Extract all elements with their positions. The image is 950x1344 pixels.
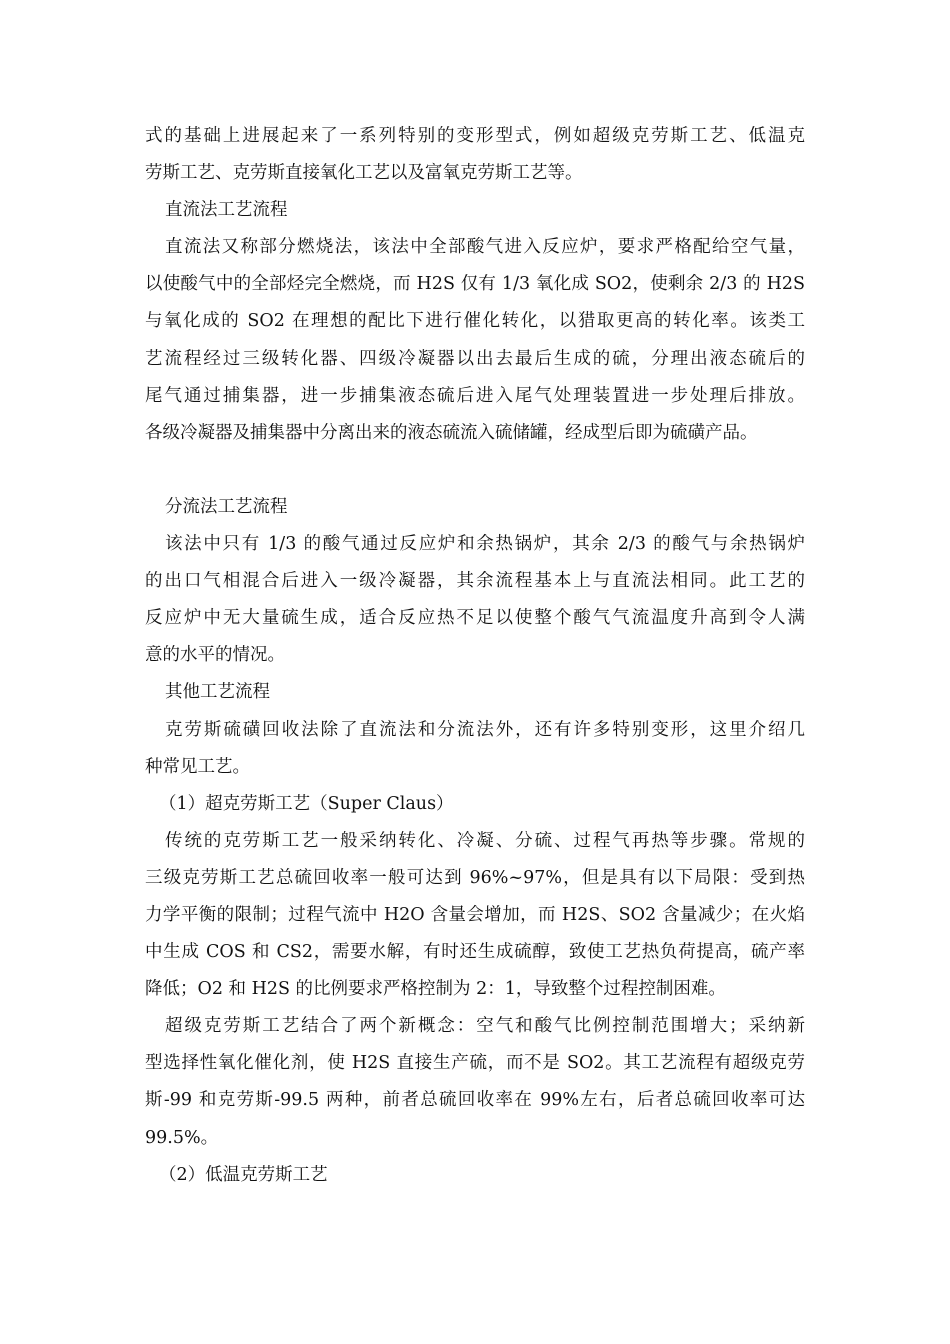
section-heading: 直流法工艺流程 xyxy=(165,200,288,221)
text-line: 中生成 COS 和 CS2，需要水解，有时还生成硫醇，致使工艺热负荷提高，硫产率 xyxy=(145,942,805,963)
text-line: 直流法又称部分燃烧法，该法中全部酸气进入反应炉，要求严格配给空气量， xyxy=(165,237,805,258)
blank-line xyxy=(145,452,805,489)
text-line: 力学平衡的限制；过程气流中 H2O 含量会增加，而 H2S、SO2 含量减少；在火焰 xyxy=(145,904,805,925)
text-line: 传统的克劳斯工艺一般采纳转化、冷凝、分硫、过程气再热等步骤。常规的 xyxy=(165,830,805,851)
text-line: 三级克劳斯工艺总硫回收率一般可达到 96%~97%，但是具有以下局限：受到热 xyxy=(145,867,805,888)
text-line: 超级克劳斯工艺结合了两个新概念：空气和酸气比例控制范围增大；采纳新 xyxy=(165,1016,805,1037)
text-line: 99.5%。 xyxy=(145,1127,219,1148)
text-line: 降低；O2 和 H2S 的比例要求严格控制为 2：1，导致整个过程控制困难。 xyxy=(145,979,726,1000)
text-line: 斯-99 和克劳斯-99.5 两种，前者总硫回收率在 99%左右，后者总硫回收率可达 xyxy=(145,1090,805,1111)
list-item-heading: （1）超克劳斯工艺（Super Claus） xyxy=(159,793,454,814)
text-line: 以使酸气中的全部烃完全燃烧，而 H2S 仅有 1/3 氧化成 SO2，使剩余 2/3 的 H2S xyxy=(145,274,805,295)
text-line: 该法中只有 1/3 的酸气通过反应炉和余热锅炉，其余 2/3 的酸气与余热锅炉 xyxy=(165,534,805,555)
text-line: 型选择性氧化催化剂，使 H2S 直接生产硫，而不是 SO2。其工艺流程有超级克劳 xyxy=(145,1053,805,1074)
text-line: 与氧化成的 SO2 在理想的配比下进行催化转化，以猎取更高的转化率。该类工 xyxy=(145,311,805,332)
text-line: 尾气通过捕集器，进一步捕集液态硫后进入尾气处理装置进一步处理后排放。 xyxy=(145,385,805,406)
text-line: 劳斯工艺、克劳斯直接氧化工艺以及富氧克劳斯工艺等。 xyxy=(145,163,583,184)
text-line: 反应炉中无大量硫生成，适合反应热不足以使整个酸气气流温度升高到令人满 xyxy=(145,608,805,629)
section-heading: 其他工艺流程 xyxy=(165,682,270,703)
text-line: 意的水平的情况。 xyxy=(145,645,285,666)
list-item-heading: （2）低温克劳斯工艺 xyxy=(159,1164,328,1185)
text-line: 的出口气相混合后进入一级冷凝器，其余流程基本上与直流法相同。此工艺的 xyxy=(145,571,805,592)
section-heading: 分流法工艺流程 xyxy=(165,496,288,517)
text-line: 克劳斯硫磺回收法除了直流法和分流法外，还有许多特别变形，这里介绍几 xyxy=(165,719,805,740)
text-line: 各级冷凝器及捕集器中分离出来的液态硫流入硫储罐，经成型后即为硫磺产品。 xyxy=(145,422,758,443)
text-line: 艺流程经过三级转化器、四级冷凝器以出去最后生成的硫，分理出液态硫后的 xyxy=(145,348,805,369)
text-line: 种常见工艺。 xyxy=(145,756,250,777)
document-body xyxy=(145,118,805,1194)
text-line: 式的基础上进展起来了一系列特别的变形型式，例如超级克劳斯工艺、低温克 xyxy=(145,126,805,146)
